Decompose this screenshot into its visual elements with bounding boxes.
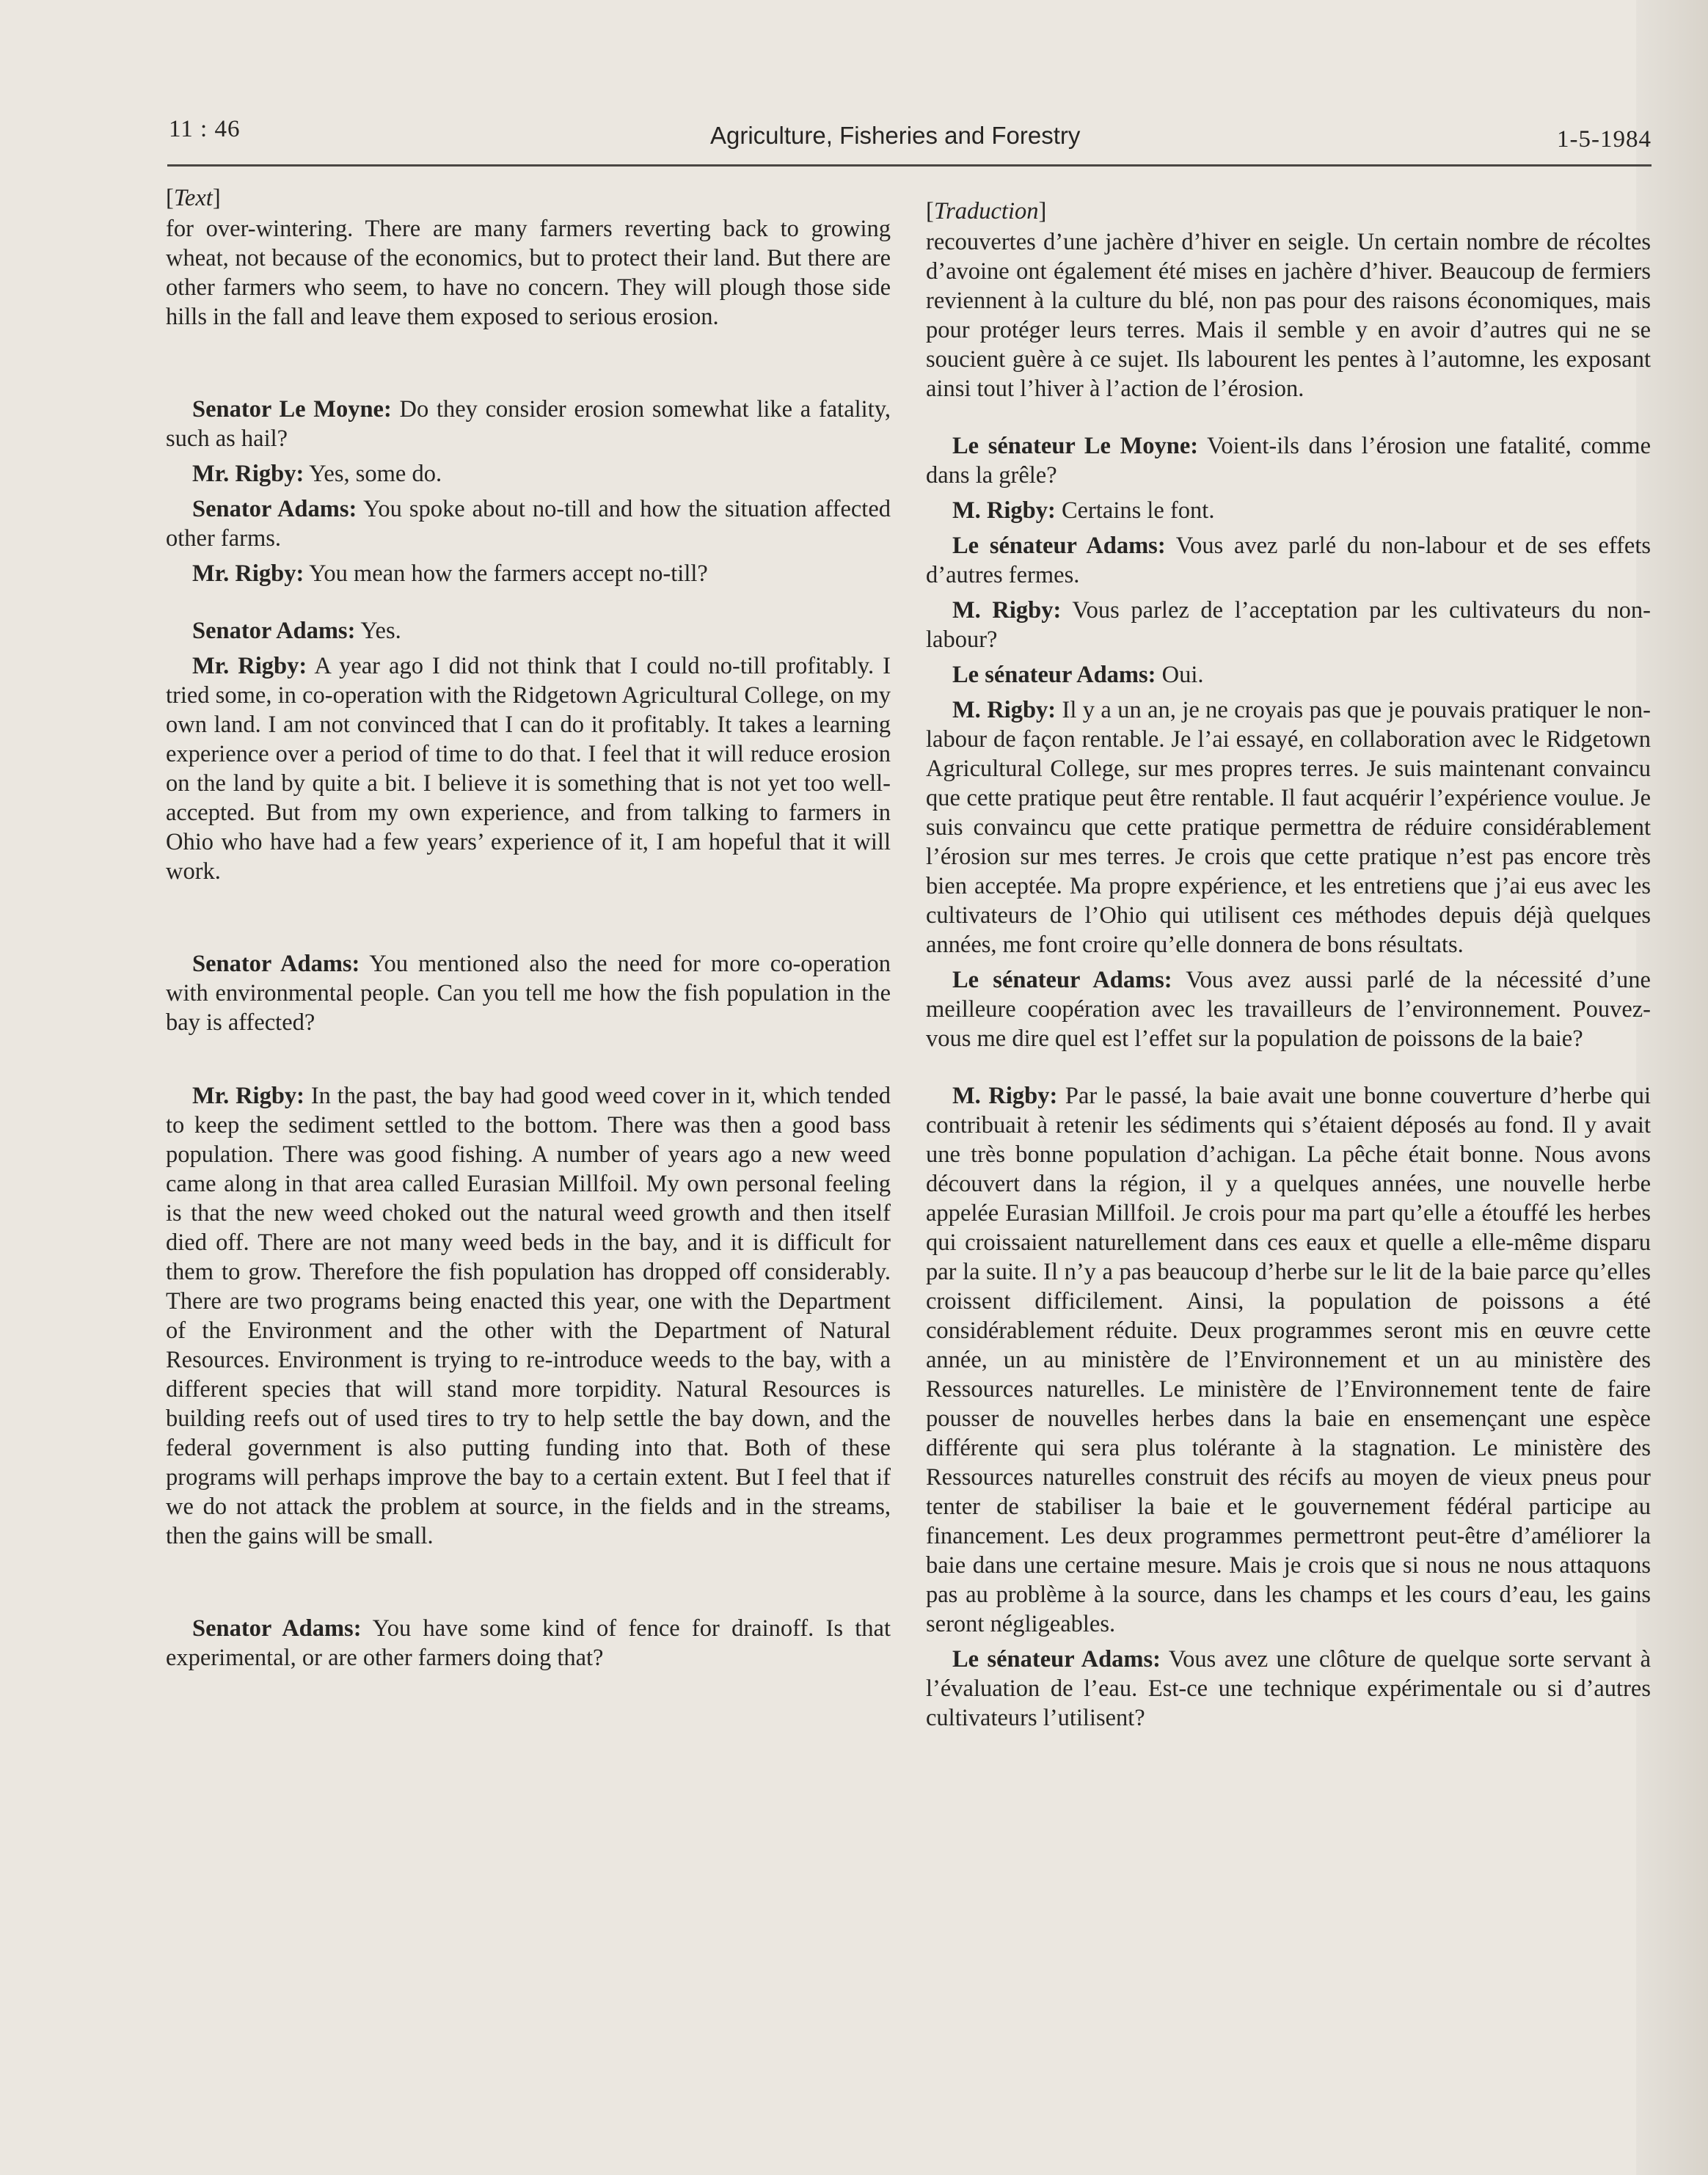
column-label: [Traduction] bbox=[926, 198, 1047, 224]
paragraph: Le sénateur Adams: Oui. bbox=[952, 662, 1204, 688]
paragraph: Mr. Rigby: Yes, some do. bbox=[192, 461, 442, 487]
speaker-name: M. Rigby: bbox=[952, 597, 1062, 624]
speaker-name: Le sénateur Adams: bbox=[952, 1646, 1161, 1673]
paragraph: Senator Adams: You mentioned also the need for more co-operation with environmental people. Can you tell me how the fish population in the bay is affected? bbox=[166, 951, 891, 1036]
speaker-name: Senator Adams: bbox=[192, 496, 357, 522]
paragraph: M. Rigby: Il y a un an, je ne croyais pas que je pouvais pratiquer le non-labour de façon rentable. Je l’ai essayé, en collaboration avec le Ridgetown Agricultural College, sur mes propres terres. Je suis maintenant convaincu que cette pratique peut être rentable. Il faut acquérir l’expérience voulue. Je suis convaincu que cette pratique permettra de réduire considérablement l’érosion sur mes terres. Je crois que cette pratique n’est pas encore très bien acceptée. Ma propre expérience, et les entretiens que j’ai eus avec les cultivateurs de l’Ohio qui utilisent ces méthodes depuis déjà quelques années, me font croire qu’elle donnera de bons résultats. bbox=[926, 697, 1652, 958]
speaker-name: Mr. Rigby: bbox=[192, 1083, 304, 1109]
speaker-name: Le sénateur Adams: bbox=[952, 533, 1166, 559]
speaker-name: Le sénateur Adams: bbox=[952, 662, 1156, 688]
paragraph: Le sénateur Adams: Vous avez aussi parlé de la nécessité d’une meilleure coopération avec les travailleurs de l’environnement. Pouvez-vous me dire quel est l’effet sur la population de poissons de la baie? bbox=[926, 967, 1651, 1052]
paragraph: Mr. Rigby: In the past, the bay had good weed cover in it, which tended to keep the sediment settled to the bottom. There was then a good bass population. There was good fishing. A number of years ago a new weed came along in that area called Eurasian Millfoil. My own personal feeling is that the new weed choked out the natural weed growth and then itself died off. There are not many weed beds in the bay, and it is difficult for them to grow. Therefore the fish population has dropped off considerably. There are two programs being enacted this year, one with the Department of the Environment and the other with the Department of Natural Resources. Environment is trying to re-introduce weeds to the bay, with a different species that will stand more torpidity. Natural Resources is building reefs out of used tires to try to help settle the bay down, and the federal government is also putting funding into that. Both of these programs will perhaps improve the bay to a certain extent. But I feel that if we do not attack the problem at source, in the fields and in the streams, then the gains will be small. bbox=[166, 1083, 891, 1549]
speaker-name: Le sénateur Adams: bbox=[952, 967, 1172, 993]
sitting-date: 1-5-1984 bbox=[1557, 126, 1652, 153]
paragraph: Le sénateur Adams: Vous avez une clôture de quelque sorte servant à l’évaluation de l’eau. Est-ce une technique expérimentale ou si d’autres cultivateurs l’utilisent? bbox=[926, 1646, 1651, 1731]
speaker-name: M. Rigby: bbox=[952, 697, 1056, 723]
paragraph: Senator Adams: You spoke about no-till and how the situation affected other farms. bbox=[166, 496, 891, 552]
paragraph: Le sénateur Le Moyne: Voient-ils dans l’érosion une fatalité, comme dans la grêle? bbox=[926, 433, 1652, 489]
speaker-name: Senator Adams: bbox=[192, 618, 356, 644]
paragraph: Senator Adams: You have some kind of fence for drainoff. Is that experimental, or are other farmers doing that? bbox=[166, 1615, 891, 1671]
paragraph: Le sénateur Adams: Vous avez parlé du non-labour et de ses effets d’autres fermes. bbox=[926, 533, 1651, 588]
paragraph: for over-wintering. There are many farmers reverting back to growing wheat, not because of the economics, but to protect their land. But there are other farmers who seem, to have no concern. They will plough those side hills in the fall and leave them exposed to serious erosion. bbox=[166, 216, 891, 330]
paragraph: Senator Adams: Yes. bbox=[192, 618, 401, 644]
paragraph: Mr. Rigby: You mean how the farmers accept no-till? bbox=[192, 560, 708, 587]
paragraph: Senator Le Moyne: Do they consider erosion somewhat like a fatality, such as hail? bbox=[166, 396, 891, 452]
speaker-name: Senator Adams: bbox=[192, 951, 360, 977]
column-label: [Text] bbox=[166, 185, 221, 211]
speaker-name: Senator Adams: bbox=[192, 1615, 362, 1642]
paragraph: M. Rigby: Par le passé, la baie avait une bonne couverture d’herbe qui contribuait à retenir les sédiments qui s’étaient déposés au fond. Il y avait une très bonne population d’achigan. La pêche était bonne. Nous avons découvert dans la région, il y a quelques années, une nouvelle herbe appelée Eurasian Millfoil. Je crois pour ma part qu’elle a étouffé les herbes qui croissaient naturellement dans ces eaux et quelle a elle-même disparu par la suite. Il n’y a pas beaucoup d’herbe sur le lit de la baie parce qu’elles croissent difficilement. Ainsi, la population de poissons a été considérablement réduite. Deux programmes seront mis en œuvre cette année, un au ministère de l’Environnement et un au ministère des Ressources naturelles. Le ministère de l’Environnement tente de faire pousser de nouvelles herbes dans la baie en ensemençant une espèce différente qui sera plus tolérante à la stagnation. Le ministère des Ressources naturelles construit des récifs au moyen de vieux pneus pour tenter de stabiliser la baie et le gouvernement fédéral participe au financement. Les deux programmes permettront peut-être d’améliorer la baie dans une certaine mesure. Mais je crois que si nous ne nous attaquons pas au problème à la source, dans les champs et les cours d’eau, les gains seront négligeables. bbox=[926, 1083, 1651, 1637]
speaker-name: Mr. Rigby: bbox=[192, 653, 307, 679]
paragraph: recouvertes d’une jachère d’hiver en seigle. Un certain nombre de récoltes d’avoine ont également été mises en jachère d’hiver. Beaucoup de fermiers reviennent à la culture du blé, non pas pour des raisons économiques, mais pour protéger leurs terres. Mais il semble y en avoir d’autres qui ne se soucient guère à ce sujet. Ils labourent les pentes à l’automne, les exposant ainsi tout l’hiver à l’action de l’érosion. bbox=[926, 229, 1651, 402]
speaker-name: Mr. Rigby: bbox=[192, 461, 304, 487]
page-header bbox=[167, 112, 1652, 167]
french-column bbox=[926, 197, 1651, 1733]
paragraph: M. Rigby: Certains le font. bbox=[952, 497, 1215, 524]
speaker-name: Mr. Rigby: bbox=[192, 560, 304, 587]
english-column bbox=[166, 183, 891, 1673]
page-reference: 11 : 46 bbox=[169, 116, 241, 142]
speaker-name: Senator Le Moyne: bbox=[192, 396, 392, 423]
committee-title: Agriculture, Fisheries and Forestry bbox=[710, 122, 1081, 149]
speaker-name: M. Rigby: bbox=[952, 497, 1056, 524]
paragraph: M. Rigby: Vous parlez de l’acceptation par les cultivateurs du non-labour? bbox=[926, 597, 1651, 653]
paragraph: Mr. Rigby: A year ago I did not think that I could no-till profitably. I tried some, in co-operation with the Ridgetown Agricultural College, on my own land. I am not convinced that I can do it profitably. It takes a learning experience over a period of time to do that. I feel that it will reduce erosion on the land by quite a bit. I believe it is something that is not yet too well-accepted. But from my own experience, and from talking to farmers in Ohio who have had a few years’ experience of it, I am hopeful that it will work. bbox=[166, 653, 891, 885]
speaker-name: Le sénateur Le Moyne: bbox=[952, 433, 1199, 459]
speaker-name: M. Rigby: bbox=[952, 1083, 1058, 1109]
